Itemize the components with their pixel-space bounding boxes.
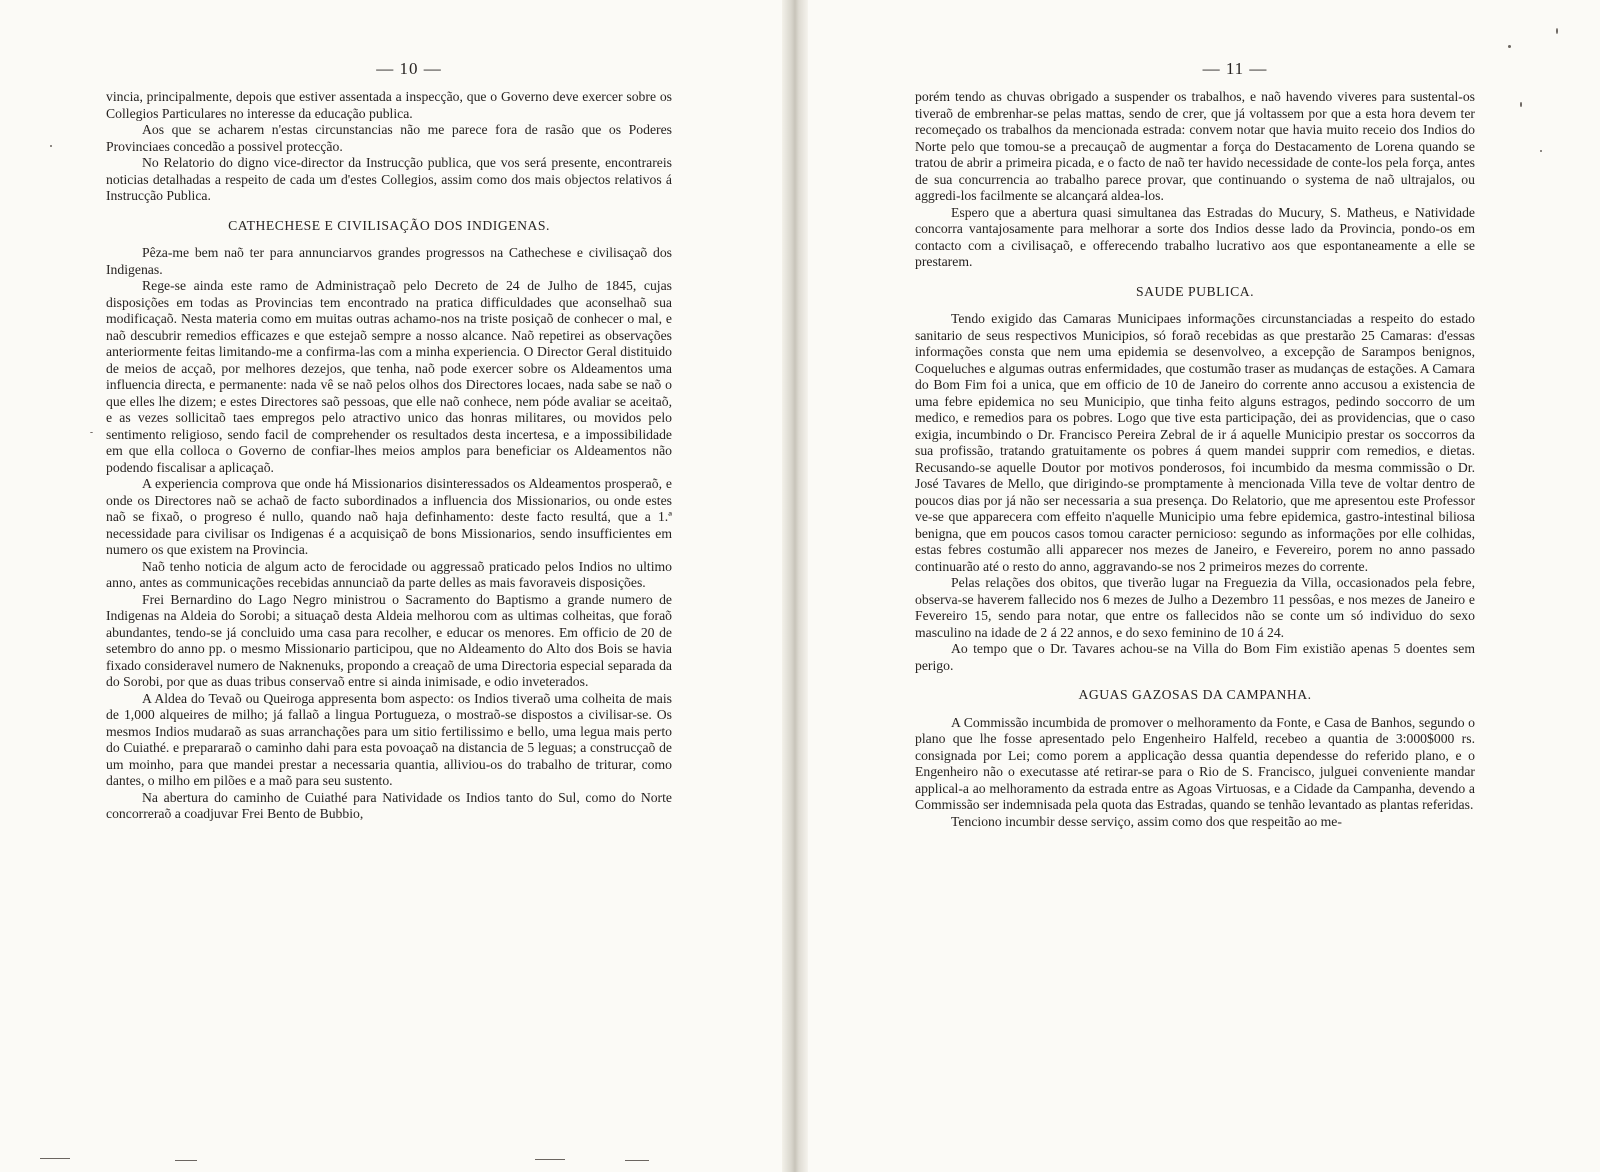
scan-speck bbox=[40, 1158, 70, 1159]
catechesis-section bbox=[106, 245, 672, 823]
scan-speck bbox=[1540, 150, 1542, 152]
paragraph: Aos que se acharem n'estas circunstancias não me parece fora de rasão que os Poderes Provinciaes concedão a possivel protecção. bbox=[106, 122, 672, 154]
page-11 bbox=[800, 0, 1600, 1172]
section-heading: CATHECHESE E CIVILISAÇÃO DOS INDIGENAS. bbox=[228, 217, 550, 233]
paragraph: A Commissão incumbida de promover o melhoramento da Fonte, e Casa de Banhos, segundo o plano que lhe fosse apresentado pelo Engenheiro Halfeld, recebeo a quantia de 3:000$000 rs. consignada por Lei; como porem a applicação dessa quantia dependesse do referido plano, e o Engenheiro não o executasse até retirar-se para o Rio de S. Francisco, julguei conveniente mandar applical-a ao melhoramento da estrada entre as Agoas Virtuosas, e a Cidade da Campanha, devendo a Commissão ser indemnisada pela quota das Estradas, quando se tenhão levantado as plantas referidas. bbox=[915, 714, 1475, 812]
continuation-section bbox=[915, 89, 1475, 271]
scan-speck bbox=[535, 1159, 565, 1160]
page-10 bbox=[0, 0, 790, 1172]
page-number: — 10 — bbox=[376, 59, 442, 78]
page-number: — 11 — bbox=[1202, 59, 1268, 78]
scan-speck bbox=[50, 145, 52, 147]
paragraph: No Relatorio do digno vice-director da Instrucção publica, que vos será presente, encontrareis noticias detalhadas a respeito de cada um d'estes Collegios, assim como dos mais objectos relativos á Instrucção Publica. bbox=[106, 155, 672, 203]
paragraph: Tenciono incumbir desse serviço, assim como dos que respeitão ao me- bbox=[951, 813, 1342, 829]
paragraph: Na abertura do caminho de Cuiathé para Natividade os Indios tanto do Sul, como do Norte concorreraõ a coadjuvar Frei Bento de Bubbio, bbox=[106, 789, 672, 821]
paragraph: Espero que a abertura quasi simultanea das Estradas do Mucury, S. Matheus, e Natividade concorra vantajosamente para melhorar a sorte dos Indios desse lado da Provincia, pondo-os em contacto com a civilisaçaõ, e offerecendo trabalho lucrativo aos que espontaneamente a elle se prestarem. bbox=[915, 204, 1475, 269]
paragraph: Ao tempo que o Dr. Tavares achou-se na Villa do Bom Fim existião apenas 5 doentes sem perigo. bbox=[915, 641, 1475, 673]
paragraph: vincia, principalmente, depois que estiver assentada a inspecção, que o Governo deve exercer sobre os Collegios Particulares no interesse da educação publica. bbox=[106, 89, 672, 121]
scan-speck bbox=[1508, 45, 1511, 48]
section-heading: AGUAS GAZOSAS DA CAMPANHA. bbox=[1078, 687, 1312, 702]
health-section bbox=[915, 311, 1475, 674]
scan-speck bbox=[625, 1160, 649, 1161]
paragraph: porém tendo as chuvas obrigado a suspender os trabalhos, e naõ havendo viveres para sustental-os tiveraõ de embrenhar-se pelas mattas, sendo de crer, que já voltassem por que a esta hora devem ter recomeçado os trabalhos da mencionada estrada: convem notar que havia muito receio dos Indios do Norte pelo que tomou-se a precauçaõ de augmentar a força do Destacamento de Lorena quando se tratou de abrir a primeira picada, e o facto de naõ ter havido necessidade de conte-los pela força, antes de sua concurrencia ao trabalho parece provar, que continuando o systema de naõ ultrajalos, ou aggredi-los facilmente se alcançará aldea-los. bbox=[915, 89, 1475, 203]
paragraph: Pêza-me bem naõ ter para annunciarvos grandes progressos na Cathechese e civilisaçaõ dos Indigenas. bbox=[106, 245, 672, 277]
waters-section bbox=[915, 715, 1475, 831]
scan-speck bbox=[1520, 102, 1522, 107]
scan-speck bbox=[90, 432, 93, 433]
paragraph: Pelas relações dos obitos, que tiverão lugar na Freguezia da Villa, occasionados pela febre, observa-se haverem fallecido nos 6 mezes de Julho a Dezembro 11 pessôas, e nos mezes de Janeiro e Fevereiro 15, sendo para notar, que entre os fallecidos não se conte um só individuo do sexo masculino na idade de 2 á 22 annos, e do sexo feminino de 10 á 24. bbox=[915, 575, 1475, 640]
paragraph: Naõ tenho noticia de algum acto de ferocidade ou aggressaõ praticado pelos Indios no ultimo anno, antes as communicações recebidas annunciaõ da parte delles as mais favoraveis disposições. bbox=[106, 558, 672, 590]
scan-speck bbox=[175, 1160, 197, 1161]
paragraph: A experiencia comprova que onde há Missionarios disinteressados os Aldeamentos prosperaõ, e onde os Directores naõ se achaõ de facto subordinados a influencia dos Missionarios, ou onde estes naõ se fixaõ, o progreso é nullo, quando naõ haja definhamento: deste facto resultá, que a 1.ª necessidade para civilisar os Indigenas é a acquisiçaõ de bons Missionarios, sendo insufficientes em numero os que existem na Provincia. bbox=[106, 476, 672, 557]
scan-speck bbox=[1556, 28, 1558, 34]
paragraph: A Aldea do Tevaõ ou Queiroga appresenta bom aspecto: os Indios tiveraõ uma colheita de mais de 1,000 alqueires de milho; já fallaõ a lingua Portugueza, o mostraõ-se dispostos a civilisar-se. Os mesmos Indios mudaraõ as suas arranchações para um sitio fertilissimo e bello, uma legua mais perto do Cuiathé. e prepararaõ o caminho dahi para esta povoaçaõ na distancia de 5 leguas; a construcçaõ de um moinho, para que mandei prestar a necessaria quantia, alliviou-os do trabalho de triturar, como dantes, o milho em pilões e a maõ para seu sustento. bbox=[106, 690, 672, 788]
section-heading: SAUDE PUBLICA. bbox=[1135, 283, 1255, 299]
paragraph: Tendo exigido das Camaras Municipaes informações circunstanciadas a respeito do estado sanitario de seus respectivos Municipios, só foraõ recebidas as que prestarão 25 Camaras: d'essas informações consta que nem uma epidemia se desenvolveo, a excepção de Sarampos benignos, Coqueluches e algumas outras enfermidades, que costumão traser as mudanças de estações. A Camara do Bom Fim foi a unica, que em officio de 10 de Janeiro do corrente anno accusou a existencia de uma febre epidemica no seu Municipio, que tinha feito alguns estragos, pedindo soccorro de um medico, e remedios para os pobres. Logo que tive esta participação, dei as providencias, que o caso exigia, incumbindo o Dr. Francisco Pereira Zebral de ir á aquelle Municipio prestar os soccorros da sua profissão, tratando gratuitamente os pobres á quem mandei supprir com remedios, e dietas. Recusando-se aquelle Doutor por motivos ponderosos, foi incumbido da mesma commissão o Dr. José Tavares de Mello, que dirigindo-se promptamente à mencionada Villa teve de voltar dentro de poucos dias por já não ser necessaria a sua presença. Do Relatorio, que me apresentou este Professor ve-se que apparecera com effeito n'aquelle Municipio uma febre epidemica, gastro-intestinal biliosa benigna, que em poucos casos tomou caracter pernicioso: segundo as informações por elle colhidas, estas febres costumão alli apparecer nos mezes de Janeiro, e Fevereiro, porem no anno passado continuarão até o resto do anno, aggravando-se nos 2 primeiros mezes do corrente. bbox=[915, 311, 1475, 574]
paragraph: Rege-se ainda este ramo de Administraçaõ pelo Decreto de 24 de Julho de 1845, cujas disposições em todas as Provincias tem encontrado na pratica difficuldades que aconselhaõ sua modificaçaõ. Nesta materia como em muitas outras achamo-nos na triste posiçaõ de conhecer o mal, e naõ descubrir remedios efficazes e que estejaõ sempre a nosso alcance. Naõ repetirei as observações anteriormente feitas limitando-me a confirma-las com a minha experiencia. O Director Geral distituido de meios de acçaõ, por melhores dezejos, que tenha, naõ pode exercer sobre os Aldeamentos uma influencia directa, e permanente: nada vê se naõ pelos olhos dos Directores locaes, nada sabe se naõ o que elles lhe dizem; e estes Directores saõ pessoas, que elle naõ conhece, nem póde avaliar se aceitaõ, e as vezes sollicitaõ taes empregos pelo atractivo unico das honras militares, ou movidos pelo sentimento religioso, sendo facil de comprehender os resultados desta incertesa, e a impossibilidade em que ella colloca o Governo de confiar-lhes meios amplos para beneficiar os Aldeamentos não podendo fiscalisar a aplicaçaõ. bbox=[106, 278, 672, 475]
paragraph: Frei Bernardino do Lago Negro ministrou o Sacramento do Baptismo a grande numero de Indigenas na Aldeia do Sorobi; a situaçaõ desta Aldeia melhorou com as ultimas colheitas, que foraõ abundantes, tendo-se já concluido uma casa para recolher, e educar os menores. Em officio de 20 de setembro do anno pp. o mesmo Missionario participou, que no Aldeamento do Alto dos Bois se havia fixado consideravel numero de Naknenuks, propondo a creaçaõ de uma Directoria especial separada da do Sorobi, por que as duas tribus conservaõ entre si ainda inimisade, e odio inveterados. bbox=[106, 591, 672, 689]
intro-section bbox=[106, 89, 672, 205]
